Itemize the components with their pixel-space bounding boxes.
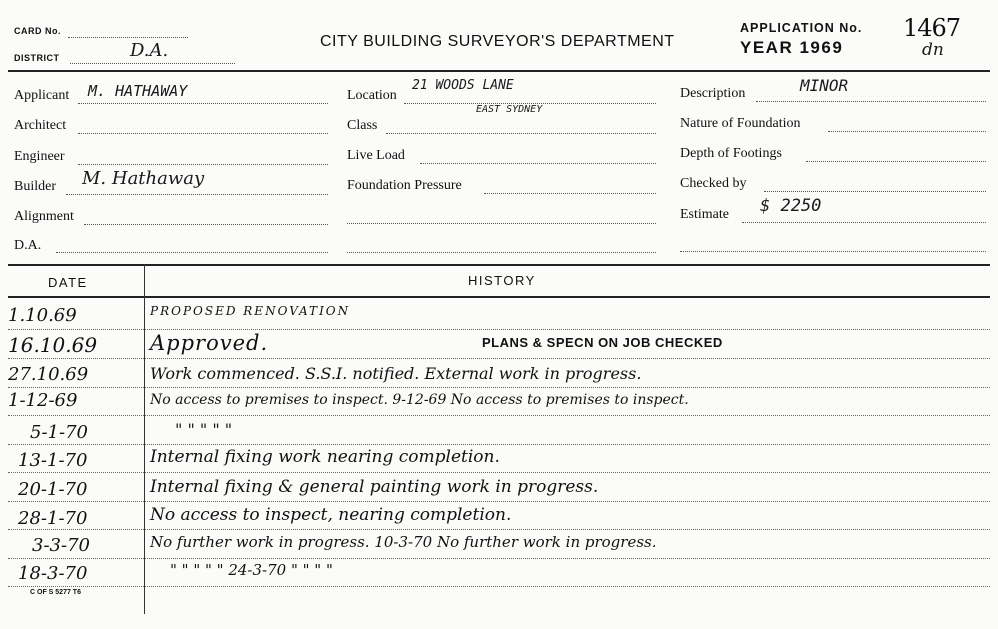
- alignment-line: [84, 223, 328, 225]
- col3-extra-line: [680, 250, 986, 252]
- checked-by-label: Checked by: [680, 176, 747, 191]
- class-label: Class: [347, 118, 378, 133]
- col2-extra-line-1: [347, 222, 656, 224]
- table-header-rule: [8, 296, 990, 298]
- builder-label: Builder: [14, 179, 56, 194]
- nature-of-foundation-line: [828, 130, 986, 132]
- row-line: [8, 328, 990, 330]
- row-line: [8, 471, 990, 473]
- history-entry: " " " " ": [175, 420, 233, 439]
- estimate-label: Estimate: [680, 207, 729, 222]
- row-line: [8, 443, 990, 445]
- class-line: [386, 132, 656, 134]
- live-load-label: Live Load: [347, 148, 405, 163]
- architect-line: [78, 132, 328, 134]
- row-line: [8, 585, 990, 587]
- da-line: [56, 251, 328, 253]
- row-line: [8, 557, 990, 559]
- history-entry: No access to premises to inspect. 9-12-69 No access to premises to inspect.: [150, 392, 689, 408]
- alignment-label: Alignment: [14, 209, 74, 224]
- description-value: MINOR: [800, 76, 849, 95]
- history-date: 13-1-70: [18, 450, 88, 471]
- history-entry: Approved.: [150, 331, 269, 355]
- location-value-line2: EAST SYDNEY: [476, 104, 543, 115]
- card-no-label: CARD No.: [14, 26, 61, 36]
- history-date: 27.10.69: [8, 364, 89, 385]
- applicant-value: M. HATHAWAY: [88, 82, 188, 100]
- col2-extra-line-2: [347, 251, 656, 253]
- history-date: 3-3-70: [32, 535, 90, 556]
- application-no-value: 1467: [903, 14, 961, 42]
- location-label: Location: [347, 88, 397, 103]
- form-code: C OF S 5277 T6: [30, 589, 81, 596]
- row-line: [8, 414, 990, 416]
- estimate-value: $ 2250: [760, 196, 822, 216]
- plans-checked-stamp: PLANS & SPECN ON JOB CHECKED: [482, 335, 723, 350]
- history-entry: Internal fixing work nearing completion.: [150, 447, 500, 467]
- architect-label: Architect: [14, 118, 67, 133]
- history-entry: Work commenced. S.S.I. notified. External work in progress.: [150, 364, 642, 383]
- foundation-pressure-line: [484, 192, 656, 194]
- history-column-header: HISTORY: [468, 273, 536, 288]
- applicant-label: Applicant: [14, 88, 70, 103]
- history-date: 5-1-70: [30, 422, 88, 443]
- da-label: D.A.: [14, 238, 42, 253]
- history-entry: Internal fixing & general painting work in progress.: [150, 477, 599, 497]
- location-value: 21 WOODS LANE: [412, 78, 514, 93]
- builder-value: M. Hathaway: [82, 168, 205, 189]
- history-date: 20-1-70: [18, 479, 88, 500]
- live-load-line: [420, 162, 656, 164]
- history-entry: PROPOSED RENOVATION: [150, 304, 351, 318]
- table-top-rule: [8, 264, 990, 266]
- history-entry: " " " " " 24-3-70 " " " ": [170, 561, 333, 579]
- header-rule: [8, 70, 990, 72]
- history-date: 1-12-69: [8, 390, 78, 411]
- district-value: D.A.: [130, 40, 169, 61]
- district-label: DISTRICT: [14, 53, 60, 63]
- history-date: 18-3-70: [18, 563, 88, 584]
- description-line: [756, 100, 986, 102]
- application-no-label: APPLICATION No.: [740, 21, 863, 35]
- row-line: [8, 500, 990, 502]
- checked-by-line: [764, 190, 986, 192]
- year-label: YEAR 1969: [740, 38, 844, 57]
- foundation-pressure-label: Foundation Pressure: [347, 178, 462, 193]
- history-date: 1.10.69: [8, 305, 77, 326]
- date-column-header: DATE: [48, 275, 88, 290]
- engineer-label: Engineer: [14, 149, 65, 164]
- row-line: [8, 386, 990, 388]
- application-initials: dn: [922, 40, 944, 60]
- history-entry: No further work in progress. 10-3-70 No further work in progress.: [150, 533, 657, 551]
- card-no-line: [68, 36, 188, 38]
- applicant-line: [78, 102, 328, 104]
- builder-line: [66, 193, 328, 195]
- district-line: [70, 62, 235, 64]
- estimate-line: [742, 221, 986, 223]
- history-entry: No access to inspect, nearing completion.: [150, 505, 512, 525]
- nature-of-foundation-label: Nature of Foundation: [680, 116, 801, 131]
- row-line: [8, 357, 990, 359]
- history-date: 28-1-70: [18, 508, 88, 529]
- history-date: 16.10.69: [8, 333, 98, 357]
- depth-of-footings-line: [806, 160, 986, 162]
- depth-of-footings-label: Depth of Footings: [680, 146, 782, 161]
- description-label: Description: [680, 86, 746, 101]
- engineer-line: [78, 163, 328, 165]
- department-title: CITY BUILDING SURVEYOR'S DEPARTMENT: [320, 33, 675, 50]
